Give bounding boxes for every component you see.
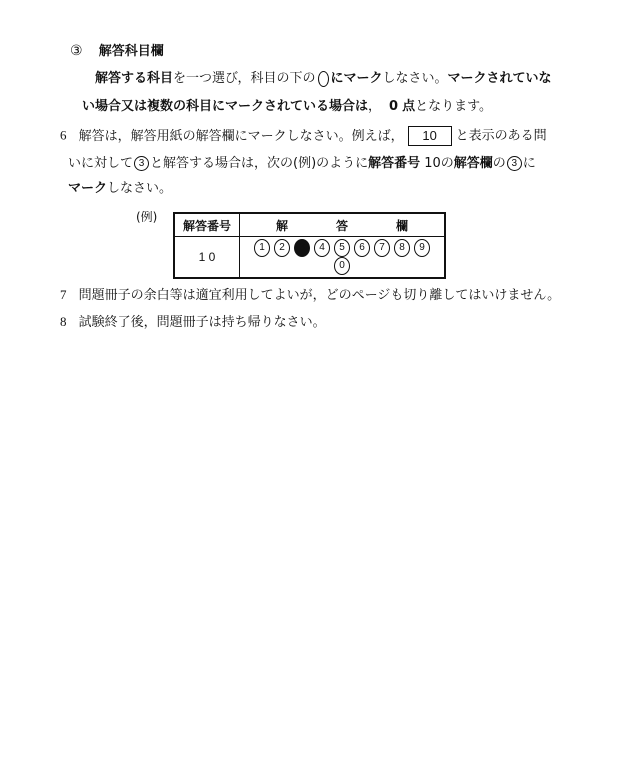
bubble-0: 0 [334, 257, 350, 275]
section3-l2-a: い場合又は複数の科目にマークされている場合は [82, 99, 369, 114]
item6-l1-b: と表示のある問 [455, 128, 547, 144]
header-answer-char-3: 欄 [395, 218, 408, 233]
bubble-4: 4 [314, 239, 330, 257]
item6-l2-a: いに対して [68, 156, 134, 171]
bubble-5: 5 [334, 239, 350, 257]
bubble-row [240, 237, 446, 279]
section3-line2 [82, 98, 492, 116]
circled-3-icon: 3 [134, 156, 149, 171]
row-answer-number: 1 0 [174, 237, 240, 279]
item6-number: 6 [60, 127, 67, 143]
item7-line [60, 286, 560, 305]
oval-mark-icon [318, 71, 329, 87]
bubble-2: 2 [274, 239, 290, 257]
header-answer-char-2: 答 [335, 218, 348, 233]
section3-line1 [95, 70, 552, 88]
section3-heading-line [70, 42, 164, 61]
item6-l2-h: に [522, 156, 536, 171]
item7-text: 問題冊子の余白等は適宜利用してよいが，どのページも切り離してはいけません。 [78, 288, 561, 303]
section3-marker: ③ [70, 43, 83, 59]
header-answer-number: 解答番号 [174, 213, 240, 237]
section3-l1-e: マークされていな [447, 71, 552, 86]
bubble-6: 6 [354, 239, 370, 257]
circled-3-icon-2: 3 [507, 156, 522, 171]
section3-l1-d: しなさい。 [382, 71, 448, 86]
bubble-3-filled: 3 [294, 239, 310, 257]
item6-l2-b: と解答する場合は，次の(例)のように [150, 156, 369, 171]
item6-line1 [60, 126, 547, 146]
example-label: (例) [136, 210, 158, 224]
bubble-8: 8 [394, 239, 410, 257]
section3-l1-b: を一つ選び，科目の下の [173, 71, 316, 86]
bubble-9: 9 [414, 239, 430, 257]
answer-number-box: 10 [408, 126, 452, 146]
item6-l1-a: 解答は，解答用紙の解答欄にマークしなさい。例えば， [78, 128, 404, 144]
header-answer-column [240, 213, 446, 237]
header-answer-char-1: 解 [275, 218, 288, 233]
item6-line2 [68, 155, 536, 173]
section3-l2-e: となります。 [415, 99, 493, 114]
section3-l2-d: 点 [402, 99, 416, 114]
section3-l2-b: ， [368, 99, 382, 114]
section3-l1-a: 解答する科目 [95, 71, 174, 86]
item6-l2-g: の [492, 156, 506, 171]
item6-l2-e: の [440, 156, 454, 171]
item6-line3 [68, 180, 172, 198]
section3-l1-c: にマーク [330, 71, 383, 86]
item6-l3-a: マーク [68, 181, 108, 196]
item8-number: 8 [60, 314, 67, 329]
item6-l3-b: しなさい。 [107, 181, 173, 196]
item7-number: 7 [60, 287, 67, 302]
section3-heading: 解答科目欄 [98, 44, 164, 59]
item8-line [60, 313, 326, 332]
item8-text: 試験終了後，問題冊子は持ち帰りなさい。 [78, 315, 326, 330]
item6-l2-f: 解答欄 [453, 156, 493, 171]
item6-l2-c: 解答番号 [368, 156, 421, 171]
bubble-1: 1 [254, 239, 270, 257]
answer-sheet-example [173, 212, 446, 279]
section3-l2-c: 0 [389, 99, 399, 114]
item6-l2-d: 10 [424, 156, 441, 171]
bubble-7: 7 [374, 239, 390, 257]
